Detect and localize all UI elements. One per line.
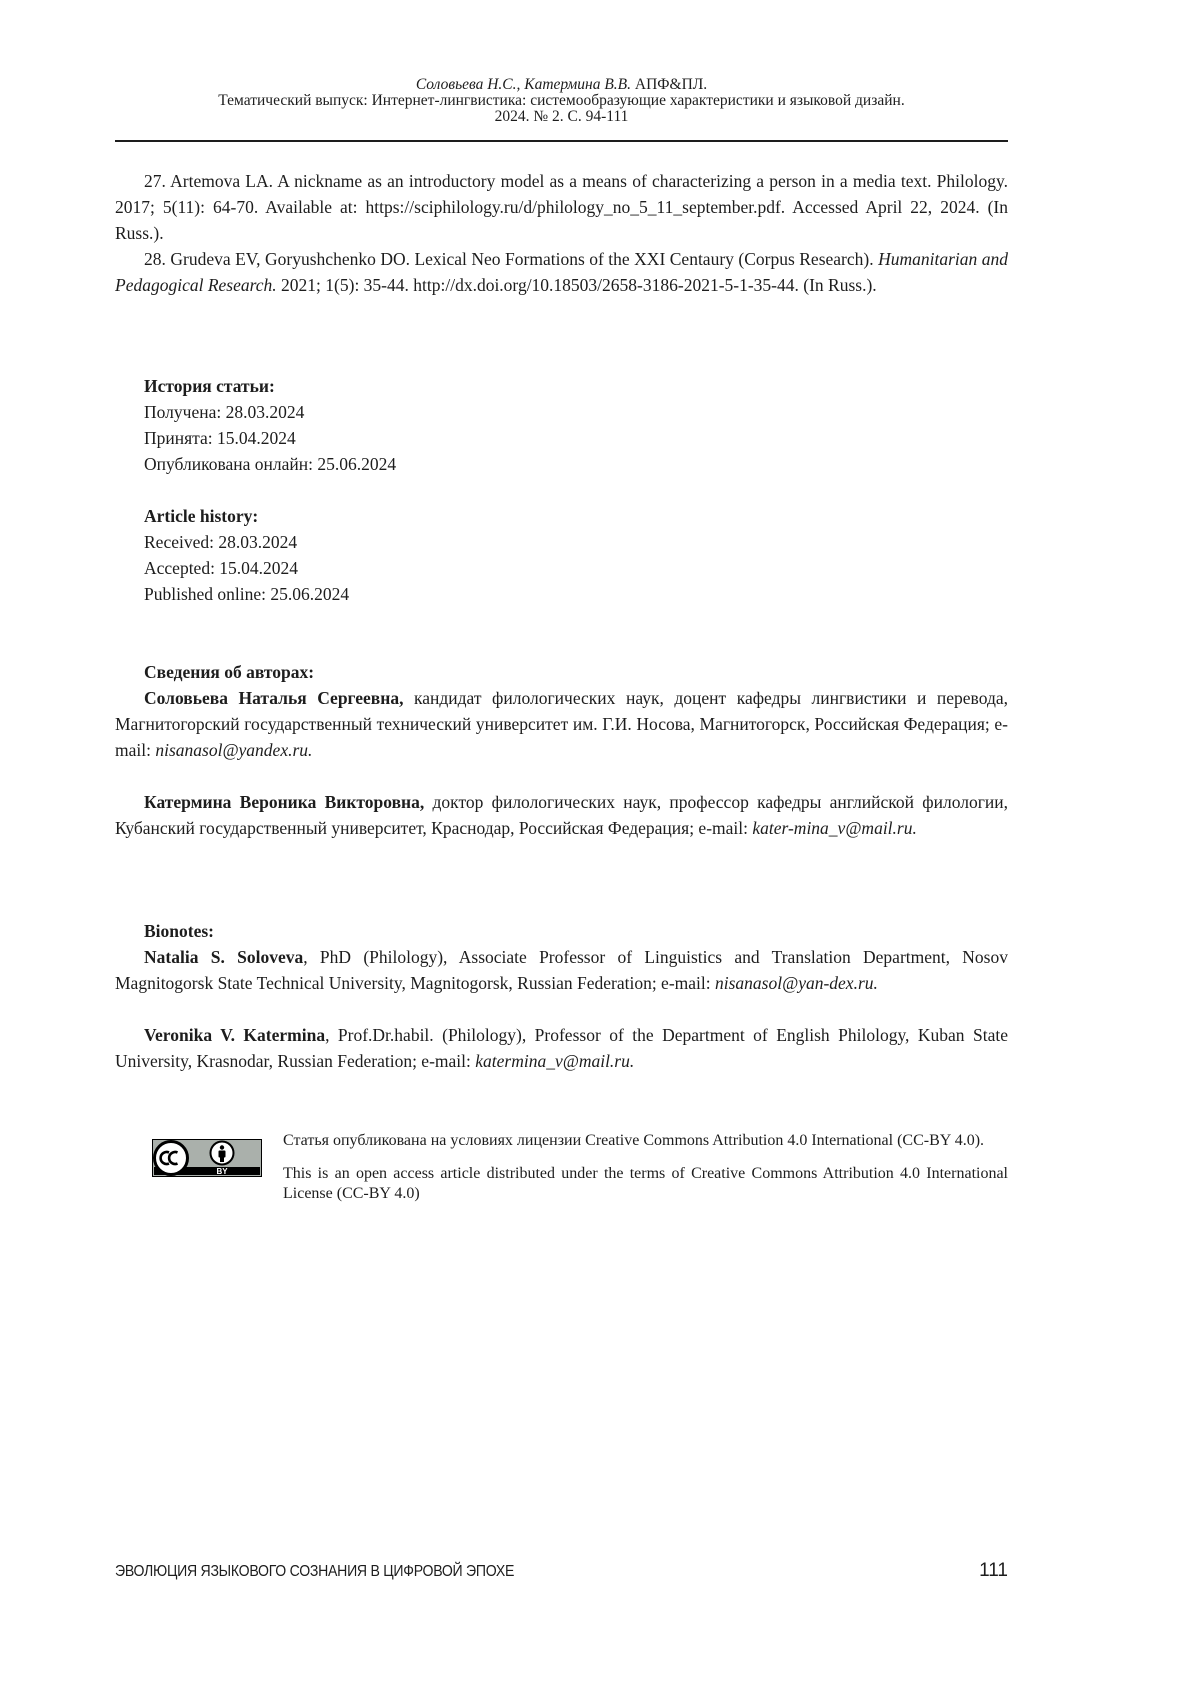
history-en-heading: Article history: [144,506,259,526]
authors-en [115,918,1008,1074]
author-details: , Prof.Dr.habil. (Philology), Professor of the Department of English Philology, Kuban State University, Krasnodar, Russian Federation; e-mail: [115,1025,1008,1071]
reference-text: Artemova LA. A nickname as an introductory model as a means of characterizing a person in a media text. Philology. 2017; 5(11): 64-70. Available at: https://sciphilology.ru/d/philology_no_5_11_september.pdf. Accessed April 22, 2024. (In Russ.). [115,171,1008,243]
header-divider [115,140,1008,142]
author-details: доктор филологических наук, профессор кафедры английской филологии, Кубанский государственный университет, Краснодар, Российская Федерация; e-mail: [115,792,1008,838]
history-ru-published: Опубликована онлайн: 25.06.2024 [144,454,397,474]
author-email: nisanasol@yandex.ru. [155,740,313,760]
reference-item [115,168,1008,246]
author-email: katermina_v@mail.ru. [475,1051,635,1071]
author-details: кандидат филологических наук, доцент кафедры лингвистики и перевода, Магнитогорский государственный технический университет им. Г.И. Носова, Магнитогорск, Российская Федерация; e-mail: [115,688,1008,760]
license-text [283,1131,1008,1217]
authors-ru [115,659,1008,841]
author-name: Veronika V. Katermina [144,1025,326,1045]
footer-journal-title: ЭВОЛЮЦИЯ ЯЗЫКОВОГО СОЗНАНИЯ В ЦИФРОВОЙ ЭПОХЕ [115,1563,515,1580]
running-head [115,77,1008,125]
reference-text-tail: 2021; 1(5): 35-44. http://dx.doi.org/10.18503/2658-3186-2021-5-1-35-44. (In Russ.). [276,275,877,295]
page-number: 111 [979,1560,1008,1581]
author-entry [115,944,1008,996]
author-entry [115,685,1008,763]
reference-item [115,246,1008,298]
running-head-journal: АПФ&ПЛ. [634,76,708,93]
cc-badge-label: BY [216,1167,228,1176]
history-en-accepted: Accepted: 15.04.2024 [144,558,299,578]
author-name: Соловьева Наталья Сергеевна, [144,688,404,708]
cc-by-license-icon [152,1139,262,1177]
reference-list [115,168,1008,298]
author-email: kater-mina_v@mail.ru. [752,818,917,838]
running-head-issue: Тематический выпуск: Интернет-лингвистика: системообразующие характеристики и языковой дизайн. [218,92,905,109]
reference-number: 27. [144,171,166,191]
bionotes-heading: Bionotes: [144,921,214,941]
running-head-line-1 [115,77,1008,93]
author-entry [115,1022,1008,1074]
article-history-en [115,503,1008,607]
reference-number: 28. [144,249,166,269]
reference-text: Grudeva EV, Goryushchenko DO. Lexical Neo Formations of the XXI Centaury (Corpus Research). [170,249,879,269]
history-ru-received: Получена: 28.03.2024 [144,402,305,422]
history-ru-accepted: Принята: 15.04.2024 [144,428,296,448]
history-en-received: Received: 28.03.2024 [144,532,298,552]
author-details: , PhD (Philology), Associate Professor of Linguistics and Translation Department, Nosov Magnitogorsk State Technical University, Magnitogorsk, Russian Federation; e-mail: [115,947,1008,993]
author-email: nisanasol@yan-dex.ru. [715,973,878,993]
article-history-ru [115,373,1008,477]
authors-ru-heading: Сведения об авторах: [144,662,315,682]
license-ru: Статья опубликована на условиях лицензии Creative Commons Attribution 4.0 International (CC-BY 4.0). [283,1132,985,1149]
author-entry [115,789,1008,841]
history-en-published: Published online: 25.06.2024 [144,584,350,604]
page-footer [115,1561,1008,1585]
reference-journal: Humanitarian and Pedagogical Research. [115,249,1008,295]
author-name: Катермина Вероника Викторовна, [144,792,425,812]
license-en: This is an open access article distributed under the terms of Creative Commons Attribution 4.0 International License (CC-BY 4.0) [283,1165,1008,1202]
running-head-authors: Соловьева Н.С., Катермина В.В. [415,76,632,93]
author-name: Natalia S. Soloveva [144,947,304,967]
running-head-volume: 2024. № 2. С. 94-111 [494,108,629,125]
history-ru-heading: История статьи: [144,376,275,396]
page [115,0,1008,1697]
